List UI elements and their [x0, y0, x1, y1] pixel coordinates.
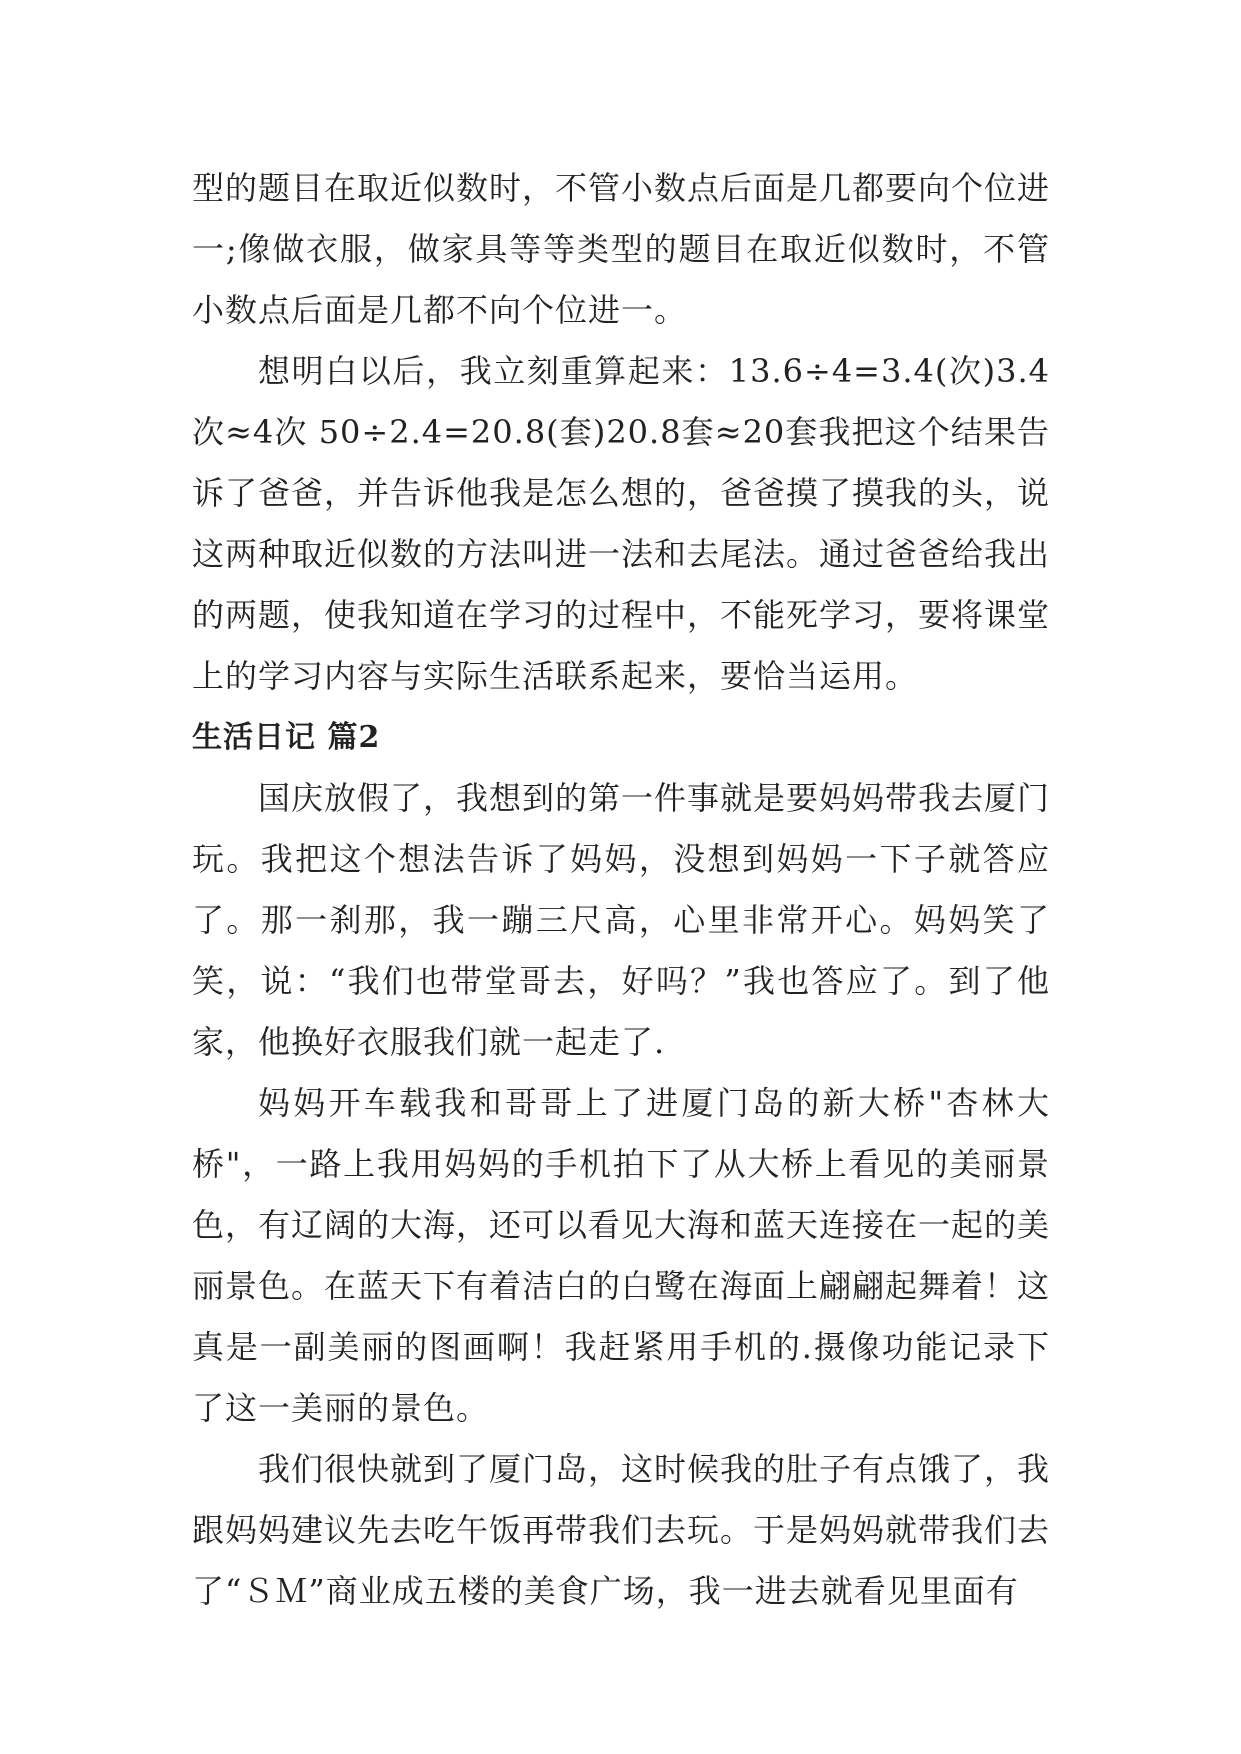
paragraph-calculation: 想明白以后，我立刻重算起来：13.6÷4=3.4(次)3.4次≈4次 50÷2.4=20.8(套)20.8套≈20套我把这个结果告诉了爸爸，并告诉他我是怎么想的，爸爸摸了摸我的头，说这两种取近似数的方法叫进一法和去尾法。通过爸爸给我出的两题，使我知道在学习的过程中，不能死学习，要将课堂上的学习内容与实际生活联系起来，要恰当运用。	[192, 352, 1051, 695]
document-page	[192, 158, 1050, 1622]
paragraph-lunch: 我们很快就到了厦门岛，这时候我的肚子有点饿了，我跟妈妈建议先去吃午饭再带我们去玩。于是妈妈就带我们去了“ＳＭ”商业成五楼的美食广场，我一进去就看见里面有	[192, 1450, 1051, 1610]
paragraph-national-day: 国庆放假了，我想到的第一件事就是要妈妈带我去厦门玩。我把这个想法告诉了妈妈，没想到妈妈一下子就答应了。那一刹那，我一蹦三尺高，心里非常开心。妈妈笑了笑，说：“我们也带堂哥去，好吗？”我也答应了。到了他家，他换好衣服我们就一起走了.	[192, 779, 1051, 1061]
paragraph-continuation: 型的题目在取近似数时，不管小数点后面是几都要向个位进一;像做衣服，做家具等等类型的题目在取近似数时，不管小数点后面是几都不向个位进一。	[192, 169, 1051, 329]
section-heading: 生活日记 篇2	[192, 720, 381, 755]
paragraph-bridge: 妈妈开车载我和哥哥上了进厦门岛的新大桥"杏林大桥"，一路上我用妈妈的手机拍下了从大桥上看见的美丽景色，有辽阔的大海，还可以看见大海和蓝天连接在一起的美丽景色。在蓝天下有着洁白的白鹭在海面上翩翩起舞着！这真是一副美丽的图画啊！我赶紧用手机的.摄像功能记录下了这一美丽的景色。	[192, 1084, 1051, 1427]
